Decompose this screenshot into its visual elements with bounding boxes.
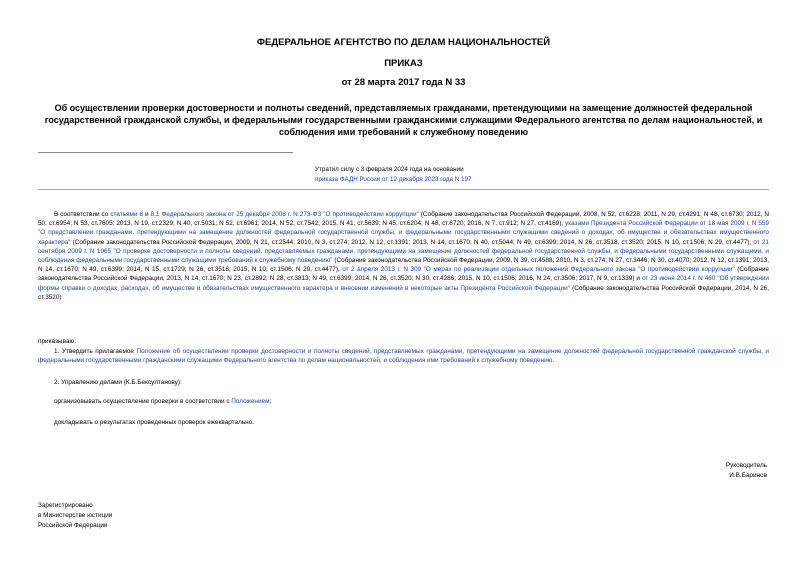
agency-name: ФЕДЕРАЛЬНОЕ АГЕНТСТВО ПО ДЕЛАМ НАЦИОНАЛЬНОСТЕЙ [256, 37, 551, 48]
preamble-text-1: В соответствии со [54, 211, 111, 218]
link-regulation[interactable]: Положение об осуществлении проверки достоверности и полноты сведений, представляемых гражданами, претендующими на замещение должностей федеральной государственной гражданской службы, и федеральными государственными гражданскими служащими Федерального агентства по делам национальностей, и соблюдения ими требований к служебному поведению [38, 348, 769, 365]
status-line-1: Утратил силу с 3 февраля 2024 года на основании [315, 166, 464, 173]
status-note [315, 165, 472, 185]
document-title: Об осуществлении проверки достоверности и полноты сведений, представляемых гражданами, претендующими на замещение должностей федеральной государственной гражданской службы, и федеральными государственными гражданскими служащими Федерального агентства по делам национальностей, и соблюдения ими требований к служебному поведению [44, 103, 763, 137]
registration-line-1: Зарегистрировано [38, 502, 93, 509]
signature-position: Руководитель [725, 462, 767, 469]
status-link-order-197[interactable]: приказа ФАДН России от 12 декабря 2023 года N 197 [315, 176, 472, 183]
link-article-8[interactable]: статьями 8 [110, 211, 144, 218]
preamble-text-7: (Собрание законодательства Российской Федерации, 2014, N 26, ст.3520) [38, 284, 769, 301]
order-item-2: 2. Управлению делами (К.Б.Бексултанову): [54, 379, 182, 386]
order-item-1 [38, 347, 769, 365]
link-decree-460[interactable]: от 23 июня 2014 г. N 460 "Об утверждении формы справки о доходах, расходах, об имуществе и обязательствах имущественного характера и внесении изменений в некоторые акты Президента Российской Федерации" [38, 275, 769, 292]
divider-full [38, 189, 769, 190]
link-decree-309[interactable]: от 2 апреля 2013 г. N 309 "О мерах по реализации отдельных положений Федерального закона "О противодействии коррупции" [342, 266, 735, 274]
preamble-text-6: (Собрание законодательства Российской Федерации, 2013, N 14, ст.1670; N 23, ст.2892; N 28, ст.3813; N 49, ст.6399; 2014, N 26, ст.3520; N 30, ст.4286; 2015, N 10, ст.1506; 2016, N 24, ст.3506; 2017, N 9, ст.1339) и [38, 266, 769, 283]
order-intro: приказываю: [38, 338, 76, 345]
preamble-paragraph [38, 210, 769, 302]
order-item-1-text: 1. Утвердить прилагаемое [54, 348, 137, 355]
registration-block [38, 501, 112, 531]
preamble-text-4: (Собрание законодательства Российской Федерации, 2009, N 21, ст.2544; 2010, N 3, ст.274; 2012, N 12, ст.1391; 2013, N 14, ст.1670; N 40, ст.5044; N 49, ст.6399; 2014, N 26, ст.3518, ст.3520; 2015, N 10, ст.1506; N 29, ст.4477), [70, 238, 754, 246]
link-decree-1065[interactable]: от 21 сентября 2009 г. N 1065 "О проверке достоверности и полноты сведений, представляемых гражданами, претендующими на замещение должностей федеральной государственной службы, и федеральными государственными служащими, и соблюдения федеральными государственными служащими требований к служебному поведению" [38, 238, 769, 265]
document-type: ПРИКАЗ [384, 58, 423, 69]
order-item-1-end: . [552, 357, 555, 365]
signature-name: И.В.Баринов [729, 472, 767, 479]
link-law-273[interactable]: 8.1 Федерального закона от 25 декабря 2008 г. N 273-ФЗ "О противодействии коррупции" [150, 211, 419, 218]
registration-line-2: в Министерстве юстиции [38, 512, 113, 519]
link-regulation-short[interactable]: Положением [231, 398, 270, 405]
order-organize-end: ; [269, 398, 272, 405]
preamble-text-2: и [143, 211, 151, 218]
link-decree-559[interactable]: указами Президента Российской Федерации от 18 мая 2009 г. N 559 "О представлении гражданами, претендующими на замещение должностей федеральной государственной службы, и федеральными государственными служащими сведений о доходах, об имуществе и обязательствах имущественного характера" [38, 220, 769, 246]
registration-line-3: Российской Федерации [38, 522, 108, 529]
document-date: от 28 марта 2017 года N 33 [341, 77, 466, 88]
signature-block [726, 461, 767, 481]
preamble-text-5: (Собрание законодательства Российской Федерации, 2009, N 39, ст.4588; 2010, N 3, ст.274; N 27, ст.3446; N 30, ст.4070; 2012, N 12, ст.1391; 2013, N 14, ст.1670; N 49, ст.6399; 2014, N 15, ст.1729; N 26, ст.3518; 2015, N 10, ст.1506; N 29, ст.4477), [38, 257, 769, 274]
order-report: докладывать о результатах проведенных проверок ежеквартально. [54, 419, 255, 426]
order-organize-text: организовывать осуществление проверки в соответствии с [54, 398, 232, 405]
order-organize [38, 397, 769, 406]
preamble-text-3: (Собрание законодательства Российской Федерации, 2008, N 52, ст.6228; 2011, N 29, ст.4291; N 48, ст.6730; 2012, N 50, ст.6954; N 53, ст.7605; 2013, N 19, ст.2329; N 40, ст.5031; N 52, ст.6961; 2014, N 52, ст.7542; 2015, N 41, ст.5639; N 45, ст.6204; N 48, ст.6720; 2016, N 7, ст.912; N 27, ст.4169), [38, 211, 770, 228]
divider-short [38, 152, 293, 153]
